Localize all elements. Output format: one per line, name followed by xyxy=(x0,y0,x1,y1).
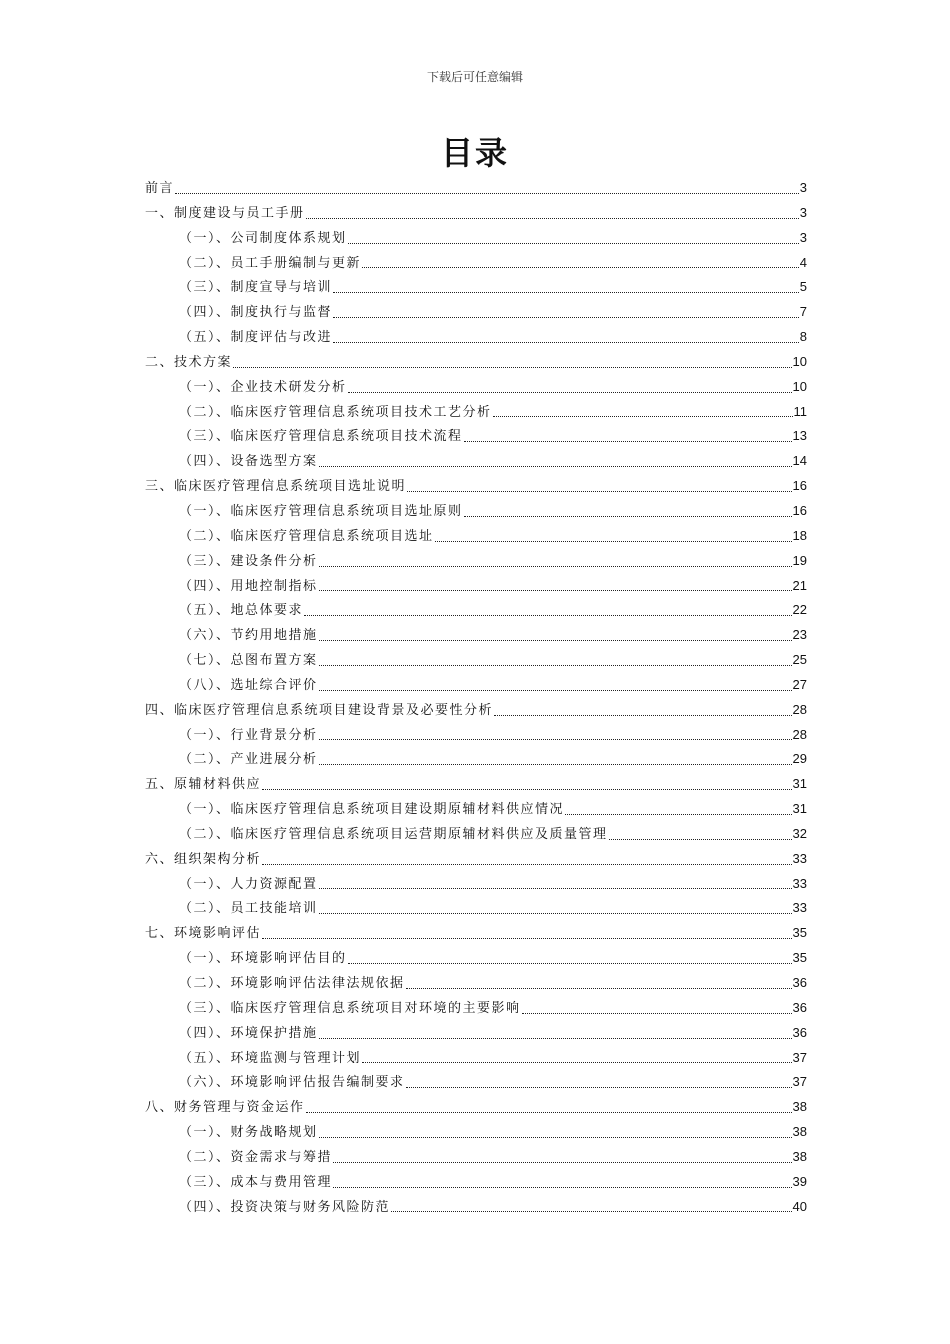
toc-entry-page: 28 xyxy=(792,726,807,742)
toc-entry[interactable] xyxy=(145,673,807,698)
toc-entry-label: （二）、临床医疗管理信息系统项目运营期原辅材料供应及质量管理 xyxy=(179,826,608,842)
toc-entry-label: （一）、环境影响评估目的 xyxy=(179,951,347,967)
toc-entry-page: 23 xyxy=(792,627,807,643)
toc-entry[interactable] xyxy=(145,623,807,648)
toc-entry[interactable] xyxy=(145,201,807,226)
toc-entry[interactable] xyxy=(145,1120,807,1145)
toc-entry-page: 10 xyxy=(792,353,807,369)
toc-entry-page: 21 xyxy=(792,577,807,593)
toc-entry-label: 五、原辅材料供应 xyxy=(145,777,262,793)
toc-entry[interactable] xyxy=(145,648,807,673)
toc-dot-leader xyxy=(262,864,792,865)
toc-entry[interactable] xyxy=(145,1095,807,1120)
toc-entry-page: 33 xyxy=(792,875,807,891)
toc-entry-label: （二）、产业进展分析 xyxy=(179,752,318,768)
toc-dot-leader xyxy=(333,342,799,343)
toc-entry-label: 八、财务管理与资金运作 xyxy=(145,1100,305,1116)
toc-entry[interactable] xyxy=(145,524,807,549)
toc-entry-page: 13 xyxy=(792,428,807,444)
toc-dot-leader xyxy=(362,1062,792,1063)
toc-entry-label: （二）、员工手册编制与更新 xyxy=(179,255,362,271)
toc-entry[interactable] xyxy=(145,325,807,350)
toc-dot-leader xyxy=(493,416,793,417)
toc-entry-label: （一）、临床医疗管理信息系统项目建设期原辅材料供应情况 xyxy=(179,802,565,818)
toc-entry-label: （八）、选址综合评价 xyxy=(179,677,318,693)
toc-entry-label: （三）、建设条件分析 xyxy=(179,553,318,569)
toc-entry-page: 8 xyxy=(799,329,807,345)
toc-entry[interactable] xyxy=(145,251,807,276)
toc-dot-leader xyxy=(319,640,792,641)
toc-entry[interactable] xyxy=(145,971,807,996)
toc-entry-label: （二）、临床医疗管理信息系统项目选址 xyxy=(179,528,434,544)
toc-dot-leader xyxy=(262,938,792,939)
toc-entry[interactable] xyxy=(145,1021,807,1046)
toc-dot-leader xyxy=(319,1137,792,1138)
toc-entry[interactable] xyxy=(145,300,807,325)
toc-entry-label: （一）、临床医疗管理信息系统项目选址原则 xyxy=(179,503,463,519)
toc-entry-page: 22 xyxy=(792,602,807,618)
toc-entry-page: 19 xyxy=(792,552,807,568)
toc-entry-label: （一）、公司制度体系规划 xyxy=(179,230,347,246)
toc-dot-leader xyxy=(306,218,799,219)
toc-dot-leader xyxy=(319,913,792,914)
toc-entry-label: （五）、地总体要求 xyxy=(179,603,304,619)
toc-entry-page: 35 xyxy=(792,950,807,966)
toc-dot-leader xyxy=(522,1013,792,1014)
toc-dot-leader xyxy=(319,466,792,467)
toc-dot-leader xyxy=(319,888,792,889)
toc-entry[interactable] xyxy=(145,176,807,201)
toc-entry-label: （四）、用地控制指标 xyxy=(179,578,318,594)
toc-entry[interactable] xyxy=(145,946,807,971)
toc-entry-page: 7 xyxy=(799,304,807,320)
toc-dot-leader xyxy=(464,516,792,517)
toc-entry-label: 三、临床医疗管理信息系统项目选址说明 xyxy=(145,479,407,495)
toc-entry-page: 37 xyxy=(792,1074,807,1090)
toc-entry-label: 二、技术方案 xyxy=(145,354,233,370)
toc-dot-leader xyxy=(319,690,792,691)
toc-entry-page: 14 xyxy=(792,453,807,469)
toc-dot-leader xyxy=(406,1087,792,1088)
toc-dot-leader xyxy=(494,715,792,716)
toc-entry-label: （二）、资金需求与筹措 xyxy=(179,1149,333,1165)
toc-dot-leader xyxy=(304,615,792,616)
toc-entry-label: （五）、环境监测与管理计划 xyxy=(179,1050,362,1066)
toc-dot-leader xyxy=(464,441,792,442)
toc-entry[interactable] xyxy=(145,723,807,748)
toc-entry[interactable] xyxy=(145,698,807,723)
toc-entry-page: 4 xyxy=(799,254,807,270)
toc-entry[interactable] xyxy=(145,474,807,499)
toc-dot-leader xyxy=(435,541,792,542)
toc-entry[interactable] xyxy=(145,400,807,425)
toc-entry[interactable] xyxy=(145,1170,807,1195)
toc-entry[interactable] xyxy=(145,822,807,847)
toc-dot-leader xyxy=(319,665,792,666)
toc-entry-page: 3 xyxy=(799,180,807,195)
toc-entry-page: 18 xyxy=(792,527,807,543)
toc-dot-leader xyxy=(319,1038,792,1039)
toc-entry-label: 前言 xyxy=(145,181,175,196)
toc-entry-page: 25 xyxy=(792,652,807,668)
toc-entry-page: 11 xyxy=(793,403,807,419)
toc-entry-page: 32 xyxy=(792,825,807,841)
toc-entry[interactable] xyxy=(145,872,807,897)
toc-entry[interactable] xyxy=(145,797,807,822)
header-note: 下载后可任意编辑 xyxy=(426,70,523,84)
toc-entry-page: 36 xyxy=(792,999,807,1015)
toc-entry-page: 36 xyxy=(792,975,807,990)
toc-entry-label: （七）、总图布置方案 xyxy=(179,653,318,669)
toc-entry-label: （三）、临床医疗管理信息系统项目对环境的主要影响 xyxy=(179,1000,521,1016)
toc-dot-leader xyxy=(233,367,792,368)
toc-dot-leader xyxy=(333,1162,792,1163)
table-of-contents xyxy=(145,176,807,1219)
toc-dot-leader xyxy=(319,764,792,765)
toc-entry[interactable] xyxy=(145,350,807,375)
toc-entry-label: （一）、人力资源配置 xyxy=(179,876,318,892)
toc-entry-page: 40 xyxy=(792,1198,807,1214)
toc-dot-leader xyxy=(319,590,792,591)
toc-entry-label: （四）、环境保护措施 xyxy=(179,1025,318,1041)
toc-entry-label: （二）、临床医疗管理信息系统项目技术工艺分析 xyxy=(179,404,492,420)
toc-entry[interactable] xyxy=(145,996,807,1021)
toc-entry-page: 27 xyxy=(792,676,807,692)
toc-entry-label: （六）、节约用地措施 xyxy=(179,628,318,644)
toc-entry-page: 33 xyxy=(792,900,807,916)
toc-entry-page: 29 xyxy=(792,751,807,767)
toc-entry-label: （一）、行业背景分析 xyxy=(179,727,318,743)
toc-entry-page: 37 xyxy=(792,1049,807,1065)
toc-entry-label: （五）、制度评估与改进 xyxy=(179,330,333,346)
toc-entry-label: （四）、制度执行与监督 xyxy=(179,305,333,321)
toc-entry[interactable] xyxy=(145,1070,807,1095)
toc-entry-page: 10 xyxy=(792,378,807,394)
toc-entry-page: 36 xyxy=(792,1024,807,1040)
toc-entry-page: 33 xyxy=(792,850,807,866)
toc-entry-label: 六、组织架构分析 xyxy=(145,851,262,867)
toc-entry-page: 16 xyxy=(792,478,807,494)
toc-entry[interactable] xyxy=(145,1195,807,1220)
toc-entry-label: 七、环境影响评估 xyxy=(145,926,262,942)
toc-entry[interactable] xyxy=(145,449,807,474)
toc-entry-page: 38 xyxy=(792,1099,807,1115)
toc-dot-leader xyxy=(348,963,792,964)
toc-dot-leader xyxy=(362,267,799,268)
toc-dot-leader xyxy=(406,988,792,989)
toc-dot-leader xyxy=(262,789,792,790)
toc-entry[interactable] xyxy=(145,549,807,574)
toc-entry-page: 35 xyxy=(792,925,807,941)
toc-entry-page: 3 xyxy=(799,229,807,245)
toc-entry[interactable] xyxy=(145,598,807,623)
toc-entry[interactable] xyxy=(145,921,807,946)
toc-entry-label: （二）、环境影响评估法律法规依据 xyxy=(179,976,405,991)
toc-entry-label: （一）、财务战略规划 xyxy=(179,1125,318,1141)
page-title: 目录 xyxy=(440,134,509,172)
toc-entry[interactable] xyxy=(145,574,807,599)
toc-dot-leader xyxy=(565,814,792,815)
toc-dot-leader xyxy=(306,1112,792,1113)
toc-entry-label: （四）、设备选型方案 xyxy=(179,454,318,470)
toc-entry-label: 一、制度建设与员工手册 xyxy=(145,205,305,221)
toc-entry-page: 31 xyxy=(792,801,807,817)
toc-entry[interactable] xyxy=(145,896,807,921)
toc-dot-leader xyxy=(319,566,792,567)
toc-entry[interactable] xyxy=(145,226,807,251)
toc-entry[interactable] xyxy=(145,424,807,449)
toc-entry-label: 四、临床医疗管理信息系统项目建设背景及必要性分析 xyxy=(145,702,494,718)
toc-entry[interactable] xyxy=(145,747,807,772)
toc-entry[interactable] xyxy=(145,847,807,872)
toc-entry[interactable] xyxy=(145,772,807,797)
toc-dot-leader xyxy=(407,491,792,492)
toc-dot-leader xyxy=(333,317,799,318)
toc-dot-leader xyxy=(348,392,792,393)
toc-entry-page: 28 xyxy=(792,701,807,717)
toc-dot-leader xyxy=(333,1187,792,1188)
toc-entry-page: 39 xyxy=(792,1173,807,1189)
toc-entry-page: 38 xyxy=(792,1124,807,1140)
toc-entry-label: （六）、环境影响评估报告编制要求 xyxy=(179,1075,405,1091)
toc-dot-leader xyxy=(391,1211,792,1212)
toc-entry-label: （三）、制度宣导与培训 xyxy=(179,280,333,296)
toc-entry-page: 5 xyxy=(799,279,807,295)
toc-entry-label: （三）、临床医疗管理信息系统项目技术流程 xyxy=(179,429,463,445)
toc-entry[interactable] xyxy=(145,375,807,400)
toc-entry[interactable] xyxy=(145,1145,807,1170)
toc-dot-leader xyxy=(175,193,799,194)
toc-entry-label: （二）、员工技能培训 xyxy=(179,901,318,917)
toc-entry-page: 31 xyxy=(792,776,807,792)
toc-dot-leader xyxy=(319,739,792,740)
toc-entry-page: 38 xyxy=(792,1148,807,1164)
toc-entry-label: （一）、企业技术研发分析 xyxy=(179,379,347,395)
toc-entry-label: （三）、成本与费用管理 xyxy=(179,1174,333,1190)
toc-entry[interactable] xyxy=(145,1046,807,1071)
toc-entry[interactable] xyxy=(145,275,807,300)
toc-dot-leader xyxy=(333,292,799,293)
toc-dot-leader xyxy=(348,243,799,244)
toc-entry-page: 3 xyxy=(799,204,807,220)
toc-entry-page: 16 xyxy=(792,502,807,518)
toc-dot-leader xyxy=(609,839,792,840)
toc-entry[interactable] xyxy=(145,499,807,524)
toc-entry-label: （四）、投资决策与财务风险防范 xyxy=(179,1199,391,1215)
